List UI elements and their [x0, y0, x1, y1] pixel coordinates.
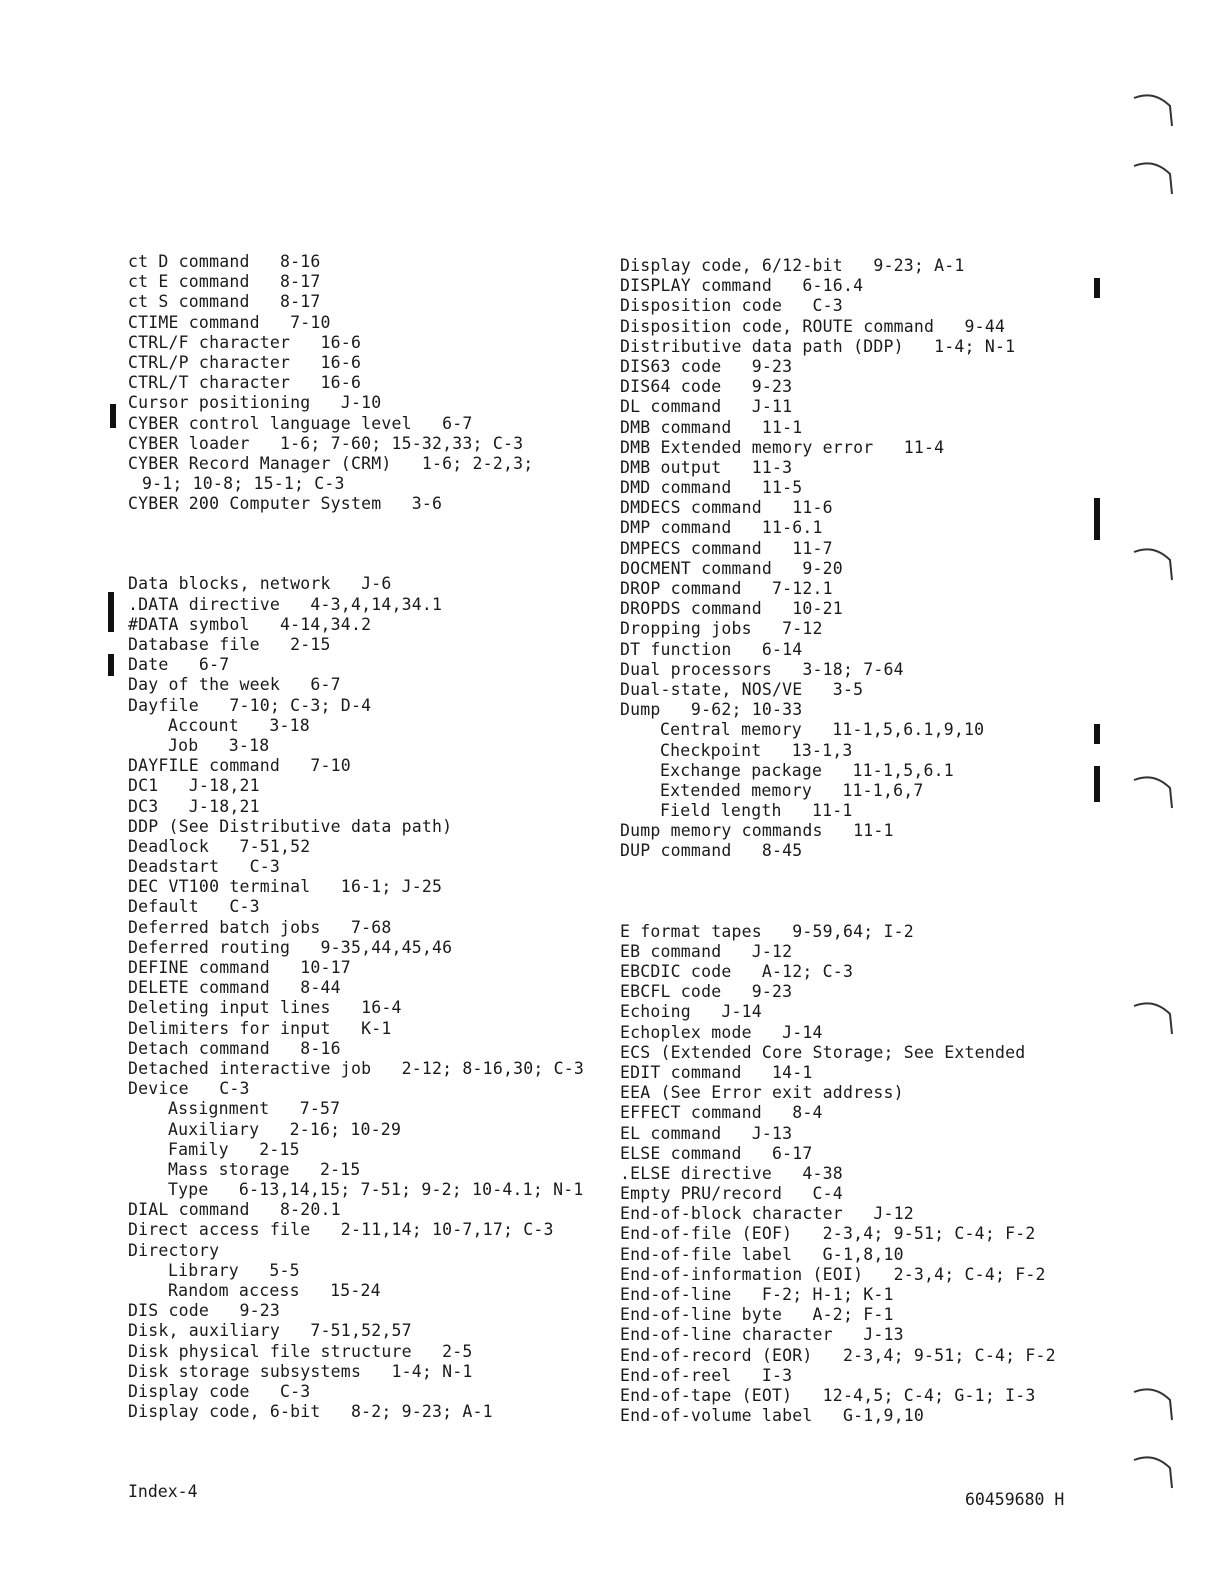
index-entry: EL command J-13: [620, 1123, 793, 1143]
index-letter-group: [128, 252, 608, 514]
index-entry: Detached interactive job 2-12; 8-16,30; C-3: [128, 1058, 585, 1078]
index-subentry: Checkpoint 13-1,3: [660, 740, 853, 760]
change-bar: [108, 592, 114, 632]
index-entry: DAYFILE command 7-10: [128, 756, 351, 776]
index-entry: Deferred routing 9-35,44,45,46: [128, 937, 453, 957]
index-entry: Deleting input lines 16-4: [128, 998, 402, 1018]
index-entry: Delimiters for input K-1: [128, 1018, 392, 1038]
index-entry: Dual processors 3-18; 7-64: [620, 659, 904, 679]
index-subentry: Central memory 11-1,5,6.1,9,10: [660, 720, 985, 740]
group-spacer: [128, 514, 608, 574]
index-entry: DEFINE command 10-17: [128, 958, 351, 977]
index-entry: DIS63 code 9-23: [620, 356, 793, 376]
index-entry: ct E command 8-17: [128, 272, 321, 292]
index-entry: DMB Extended memory error 11-4: [620, 437, 945, 457]
index-entry: DIS64 code 9-23: [620, 377, 793, 397]
page-label: Index-4: [128, 1482, 198, 1501]
index-subentry: Field length 11-1: [660, 801, 853, 821]
index-entry: EB command J-12: [620, 941, 793, 961]
index-entry: DMB command 11-1: [620, 417, 803, 437]
index-entry: CTRL/T character 16-6: [128, 373, 362, 393]
index-entry: .DATA directive 4-3,4,14,34.1: [128, 594, 443, 614]
index-entry: End-of-reel I-3: [620, 1365, 793, 1385]
index-entry: ct S command 8-17: [128, 292, 321, 312]
index-entry: E format tapes 9-59,64; I-2: [620, 921, 914, 941]
index-entry: DOCMENT command 9-20: [620, 558, 843, 578]
index-entry: DL command J-11: [620, 397, 793, 417]
binder-hole-mark: [1130, 1450, 1176, 1490]
change-bar: [1094, 278, 1100, 298]
index-entry: ELSE command 6-17: [620, 1143, 813, 1163]
binder-hole-mark: [1130, 88, 1176, 128]
index-entry: Data blocks, network J-6: [128, 574, 392, 594]
index-entry: Dual-state, NOS/VE 3-5: [620, 679, 864, 699]
index-entry: Echoing J-14: [620, 1002, 762, 1022]
index-entry: Deadstart C-3: [128, 857, 281, 877]
index-entry: Echoplex mode J-14: [620, 1022, 823, 1042]
index-subentry: Assignment 7-57: [168, 1099, 341, 1119]
index-entry: End-of-line F-2; H-1; K-1: [620, 1285, 894, 1304]
binder-hole-mark: [1130, 996, 1176, 1036]
index-letter-group: [620, 256, 1080, 862]
index-entry: Deferred batch jobs 7-68: [128, 917, 392, 937]
index-entry: CTRL/P character 16-6: [128, 352, 362, 372]
index-entry: End-of-line character J-13: [620, 1325, 904, 1345]
index-entry: EBCDIC code A-12; C-3: [620, 962, 854, 981]
index-entry: EBCFL code 9-23: [620, 982, 793, 1002]
change-bar: [1094, 498, 1100, 540]
change-bar: [108, 654, 114, 676]
index-entry: DMDECS command 11-6: [620, 498, 833, 518]
index-entry: DMD command 11-5: [620, 478, 803, 498]
binder-hole-mark: [1130, 770, 1176, 810]
index-entry: Disposition code C-3: [620, 296, 843, 316]
index-subentry: Auxiliary 2-16; 10-29: [168, 1119, 402, 1139]
index-entry: Disk storage subsystems 1-4; N-1: [128, 1361, 473, 1381]
index-entry: CTRL/F character 16-6: [128, 332, 362, 352]
change-bar: [110, 404, 116, 428]
index-entry: End-of-line byte A-2; F-1: [620, 1305, 894, 1325]
index-entry: DROP command 7-12.1: [620, 579, 833, 598]
index-entry: Dayfile 7-10; C-3; D-4: [128, 695, 372, 715]
index-entry: Cursor positioning J-10: [128, 393, 382, 413]
index-entry: DROPDS command 10-21: [620, 599, 843, 619]
index-entry: Date 6-7: [128, 655, 230, 675]
group-spacer: [620, 862, 1080, 922]
index-entry: CYBER loader 1-6; 7-60; 15-32,33; C-3: [128, 433, 524, 453]
index-entry: Direct access file 2-11,14; 10-7,17; C-3: [128, 1220, 554, 1240]
index-entry: Display code, 6-bit 8-2; 9-23; A-1: [128, 1402, 493, 1422]
index-entry: EEA (See Error exit address): [620, 1083, 904, 1103]
index-entry: CYBER control language level 6-7: [128, 413, 473, 433]
index-entry: Disk, auxiliary 7-51,52,57: [128, 1321, 412, 1341]
index-entry: DIS code 9-23: [128, 1301, 281, 1321]
index-entry: Disk physical file structure 2-5: [128, 1341, 473, 1361]
index-column-left: [128, 252, 608, 1422]
index-entry: EDIT command 14-1: [620, 1062, 813, 1082]
index-entry: DIAL command 8-20.1: [128, 1200, 341, 1220]
binder-hole-mark: [1130, 542, 1176, 582]
index-entry: DEC VT100 terminal 16-1; J-25: [128, 877, 443, 897]
index-entry: Day of the week 6-7: [128, 675, 341, 695]
index-entry: CTIME command 7-10: [128, 312, 331, 332]
index-entry: End-of-block character J-12: [620, 1204, 914, 1224]
index-subentry: Account 3-18: [168, 715, 310, 735]
index-entry: Device C-3: [128, 1079, 250, 1099]
index-entry: Directory: [128, 1240, 220, 1260]
index-entry: End-of-tape (EOT) 12-4,5; C-4; G-1; I-3: [620, 1385, 1036, 1405]
index-entry: DDP (See Distributive data path): [128, 816, 453, 836]
index-entry: ct D command 8-16: [128, 252, 321, 271]
index-entry: #DATA symbol 4-14,34.2: [128, 614, 372, 634]
index-subentry: Mass storage 2-15: [168, 1159, 361, 1179]
binder-hole-mark: [1130, 1382, 1176, 1422]
index-entry: Distributive data path (DDP) 1-4; N-1: [620, 336, 1016, 356]
index-subentry: 9-1; 10-8; 15-1; C-3: [142, 474, 345, 494]
index-column-right: [620, 256, 1080, 1426]
index-entry: EFFECT command 8-4: [620, 1103, 823, 1123]
index-letter-group: [128, 574, 608, 1422]
index-entry: End-of-file label G-1,8,10: [620, 1244, 904, 1264]
index-entry: DUP command 8-45: [620, 841, 803, 861]
index-subentry: Exchange package 11-1,5,6.1: [660, 760, 954, 780]
document-number: 60459680 H: [965, 1490, 1065, 1509]
index-entry: ECS (Extended Core Storage; See Extended: [620, 1042, 1026, 1062]
index-entry: Dropping jobs 7-12: [620, 619, 823, 639]
index-entry: Disposition code, ROUTE command 9-44: [620, 316, 1006, 336]
index-entry: Dump 9-62; 10-33: [620, 700, 803, 720]
index-entry: Display code, 6/12-bit 9-23; A-1: [620, 256, 965, 275]
index-entry: Deadlock 7-51,52: [128, 836, 311, 856]
index-entry: Dump memory commands 11-1: [620, 821, 894, 841]
index-subentry: Job 3-18: [168, 735, 270, 755]
index-entry: DT function 6-14: [620, 639, 803, 659]
binder-hole-mark: [1130, 156, 1176, 196]
index-subentry: Extended memory 11-1,6,7: [660, 780, 924, 800]
index-entry: End-of-record (EOR) 2-3,4; 9-51; C-4; F-2: [620, 1345, 1056, 1365]
index-subentry: Random access 15-24: [168, 1281, 381, 1300]
index-entry: CYBER 200 Computer System 3-6: [128, 494, 443, 514]
index-entry: Database file 2-15: [128, 635, 331, 654]
index-entry: DC1 J-18,21: [128, 776, 260, 796]
index-entry: DMB output 11-3: [620, 457, 793, 477]
index-entry: Empty PRU/record C-4: [620, 1184, 843, 1204]
index-entry: End-of-file (EOF) 2-3,4; 9-51; C-4; F-2: [620, 1224, 1036, 1244]
index-entry: DC3 J-18,21: [128, 796, 260, 816]
index-entry: .ELSE directive 4-38: [620, 1163, 843, 1183]
index-entry: DMP command 11-6.1: [620, 518, 823, 538]
index-entry: DISPLAY command 6-16.4: [620, 276, 864, 296]
index-entry: End-of-information (EOI) 2-3,4; C-4; F-2: [620, 1264, 1046, 1284]
change-bar: [1094, 766, 1100, 802]
change-bar: [1094, 724, 1100, 744]
index-subentry: Family 2-15: [168, 1139, 300, 1159]
index-subentry: Type 6-13,14,15; 7-51; 9-2; 10-4.1; N-1: [168, 1180, 584, 1200]
index-entry: Detach command 8-16: [128, 1038, 341, 1058]
index-subentry: Library 5-5: [168, 1260, 300, 1280]
index-entry: Default C-3: [128, 897, 260, 917]
index-entry: End-of-volume label G-1,9,10: [620, 1406, 925, 1426]
index-letter-group: [620, 922, 1080, 1427]
index-entry: CYBER Record Manager (CRM) 1-6; 2-2,3;: [128, 453, 534, 473]
index-entry: Display code C-3: [128, 1381, 311, 1401]
index-entry: DMPECS command 11-7: [620, 538, 833, 558]
index-entry: DELETE command 8-44: [128, 978, 341, 998]
